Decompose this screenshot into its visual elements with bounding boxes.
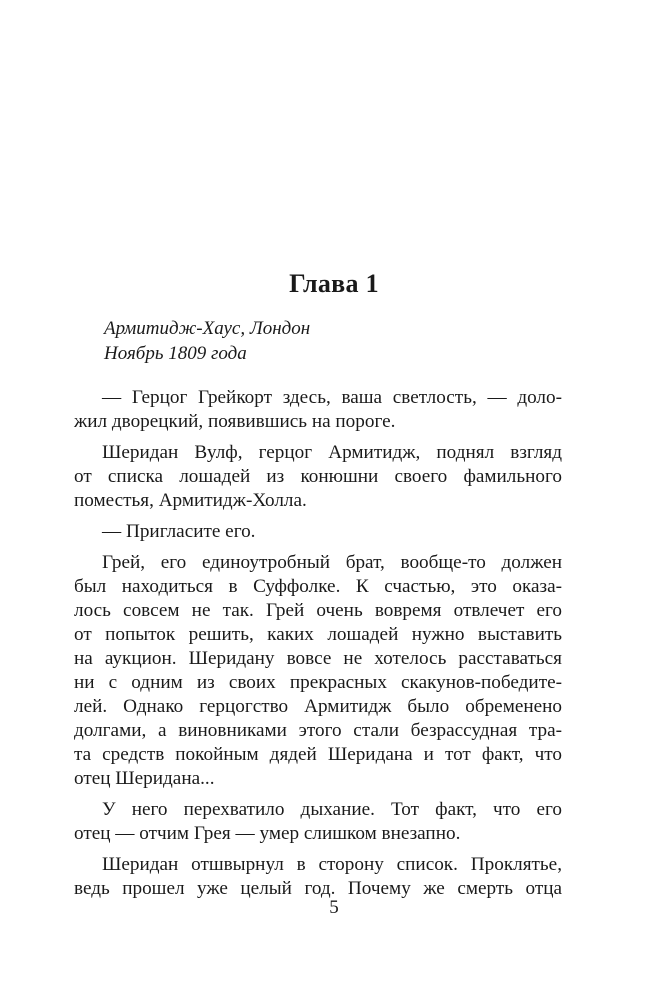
text-line: был находиться в Суффолке. К счастью, это оказа- [74,576,562,597]
page-number: 5 [329,897,339,918]
chapter-title: Глава 1 [289,269,379,298]
text-line: ни с одним из своих прекрасных скакунов-победите- [74,672,562,693]
text-line: та средств покойным дядей Шеридана и тот факт, что [74,744,562,765]
text-line: от попыток решить, каких лошадей нужно выставить [74,624,562,645]
text-line: Шеридан Вулф, герцог Армитидж, поднял взгляд [102,442,562,463]
text-line: от списка лошадей из конюшни своего фамильного [74,466,562,487]
text-line: Шеридан отшвырнул в сторону список. Проклятье, [102,854,562,875]
body-text [74,386,562,901]
text-line: лось совсем не так. Грей очень вовремя отвлечет его [74,600,562,621]
text-line: У него перехватило дыхание. Тот факт, что его [102,799,562,820]
paragraph [74,798,562,846]
paragraph [74,853,562,901]
text-line: лей. Однако герцогство Армитидж было обременено [74,696,562,717]
paragraph [74,441,562,513]
paragraph [74,386,562,434]
text-line: на аукцион. Шеридану вовсе не хотелось расставаться [74,648,562,669]
text-line: отец — отчим Грея — умер слишком внезапно. [74,823,461,844]
text-line: — Герцог Грейкорт здесь, ваша светлость, — доло- [102,387,562,408]
text-line: долгами, а виновниками этого стали безрассудная тра- [74,720,562,741]
epigraph-place: Армитидж-Хаус, Лондон [104,318,311,339]
paragraph [74,520,562,544]
text-line: ведь прошел уже целый год. Почему же смерть отца [74,878,562,899]
text-line: — Пригласите его. [102,521,256,542]
epigraph-date: Ноябрь 1809 года [104,343,247,364]
text-line: жил дворецкий, появившись на пороге. [74,411,396,432]
epigraph [104,316,310,366]
text-line: отец Шеридана... [74,768,215,789]
paragraph [74,551,562,791]
text-line: поместья, Армитидж-Холла. [74,490,307,511]
text-line: Грей, его единоутробный брат, вообще-то должен [102,552,562,573]
